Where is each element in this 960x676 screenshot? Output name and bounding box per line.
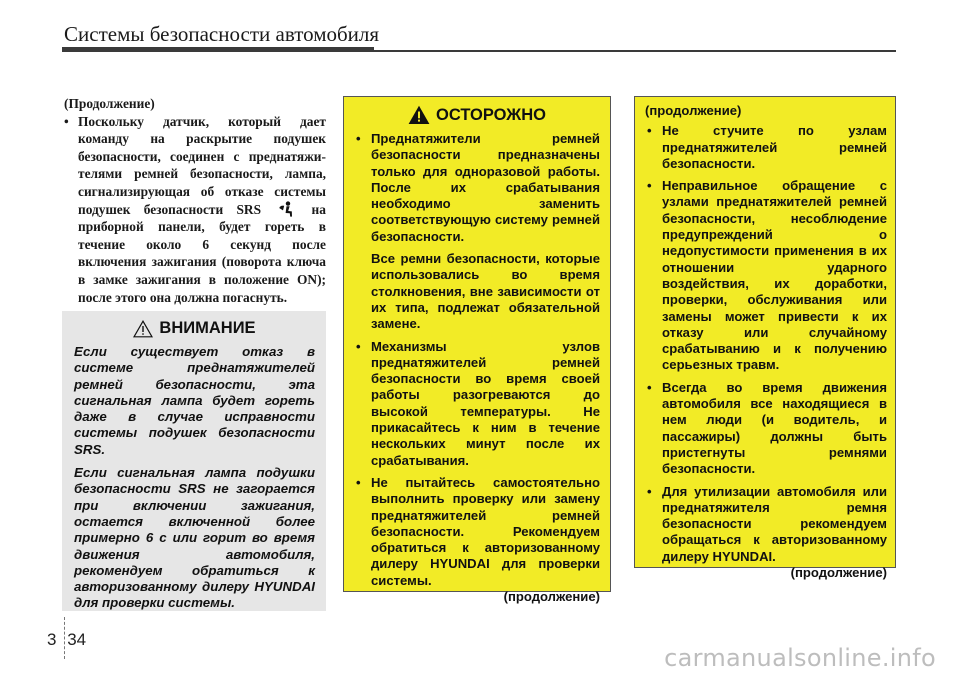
list-item: • Всегда во время движения автомобиля все находящиеся в нем люди (и водитель, и пассажиры) должны быть пристегнуты ремнями безопасности. xyxy=(647,379,887,477)
notice-title: ВНИМАНИЕ xyxy=(159,319,256,337)
notice-title-row xyxy=(74,319,315,338)
list-item: • Не пытайтесь самостоятельно выполнить проверку или замену преднатяжителей ремней безопасности. Рекомендуем обратиться к авторизованному дилеру HYUNDAI для проверки системы. xyxy=(356,474,600,588)
caution-title-row xyxy=(354,105,600,125)
header-rule-thick xyxy=(62,47,374,52)
header-rule-thin xyxy=(374,50,896,52)
caution-item-1-paragraph-2: Все ремни безопасности, которые использовались во время столкновения, вне зависимости от их типа, подлежат обязательной замене. xyxy=(371,251,600,332)
caution-item-1: Преднатяжители ремней безопасности предназначены только для одноразовой работы. После их срабатывания необходимо заменить соответствующую систему ремней безопасности. xyxy=(371,131,600,244)
continued-label: (продолжение) xyxy=(645,103,742,118)
notice-paragraph-2: Если сигнальная лампа подушки безопасности SRS не загорается при включении зажигания, остается включенной более примерно 6 с или горит во время движения автомобиля, рекомендуем обратиться к авторизованному дилеру HYUNDAI для проверки системы. xyxy=(74,465,315,611)
caution-cont-item-2: Неправильное обращение с узлами преднатяжителей ремней безопасности, несоблюдение предупреждений о недопустимости применения в их отношении ударного воздействия, их доработки, проверки, обслуживания или замены может привести к их отказу или случайному срабатыванию и к получению серьезных травм. xyxy=(662,178,887,373)
caution-item-3: Не пытайтесь самостоятельно выполнить проверку или замену преднатяжителей ремней безопасности. Рекомендуем обратиться к авторизованному дилеру HYUNDAI для проверки системы. xyxy=(371,474,600,588)
caution-box-continued xyxy=(634,96,896,581)
caution-box xyxy=(343,96,611,605)
caution-cont-item-4: Для утилизации автомобиля или преднатяжителя ремня безопасности рекомендуем обращаться к авторизованному дилеру HYUNDAI. xyxy=(662,483,887,564)
continued-label: (продолжение) xyxy=(503,589,600,605)
continued-label: (продолжение) xyxy=(790,565,887,581)
notice-box xyxy=(62,311,326,611)
bullet-text-part2: на приборной панели, будет гореть в течение около 6 секунд после включения зажигания (поворота ключа в замке зажигания в положение ON); после этого она должна погаснуть. xyxy=(78,201,326,305)
caution-continued-list xyxy=(645,123,887,565)
srs-bullet-paragraph xyxy=(64,113,326,307)
list-item: • Механизмы узлов преднатяжителей ремней безопасности во время своей работы разогреваются до высокой температуры. Не прикасайтесь к ним в течение нескольких минут после их срабатывания. xyxy=(356,338,600,468)
warning-triangle-icon xyxy=(133,320,153,338)
warning-triangle-icon xyxy=(408,105,430,125)
caution-cont-item-3: Всегда во время движения автомобиля все находящиеся в нем люди (и водитель, и пассажиры) должны быть пристегнуты ремнями безопасности. xyxy=(662,379,887,477)
watermark: carmanualsonline.info xyxy=(664,644,936,672)
list-item: • Для утилизации автомобиля или преднатяжителя ремня безопасности рекомендуем обращаться к авторизованному дилеру HYUNDAI. xyxy=(647,483,887,564)
caution-title: ОСТОРОЖНО xyxy=(436,105,546,124)
section-number: 3 xyxy=(47,630,57,649)
notice-paragraph-1: Если существует отказ в системе преднатяжителей ремней безопасности, эта сигнальная лампа будет гореть даже в случае исправности системы подушек безопасности SRS. xyxy=(74,344,315,457)
body-text-column xyxy=(64,95,326,306)
caution-item-2: Механизмы узлов преднатяжителей ремней безопасности во время своей работы разогреваются до высокой температуры. Не прикасайтесь к ним в течение нескольких минут после их срабатывания. xyxy=(371,338,600,468)
list-item: • Не стучите по узлам преднатяжителей ремней безопасности. xyxy=(647,123,887,171)
caution-list-cont xyxy=(354,339,600,589)
bullet-text-part1: Поскольку датчик, который дает команду на раскрытие подушек безопасности, соединен с преднатяжителями ремней безопасности, лампа, сигнализирующая об отказе системы подушек безопасности SRS xyxy=(78,113,326,217)
continued-label: (Продолжение) xyxy=(64,96,155,111)
list-item: • Преднатяжители ремней безопасности предназначены только для одноразовой работы. После их срабатывания необходимо заменить соответствующую систему ремней безопасности. xyxy=(356,131,600,244)
page-number-value: 34 xyxy=(67,630,87,649)
page-number xyxy=(47,630,86,650)
airbag-warning-icon xyxy=(278,201,294,217)
section-title: Системы безопасности автомобиля xyxy=(64,22,380,46)
caution-list xyxy=(354,131,600,245)
caution-cont-item-1: Не стучите по узлам преднатяжителей ремней безопасности. xyxy=(662,123,887,171)
list-item: • Неправильное обращение с узлами преднатяжителей ремней безопасности, несоблюдение предупреждений о недопустимости применения в их отношении ударного воздействия, их доработки, проверки, обслуживания или замены может привести к их отказу или случайному срабатыванию и к получению серьезных травм. xyxy=(647,178,887,373)
